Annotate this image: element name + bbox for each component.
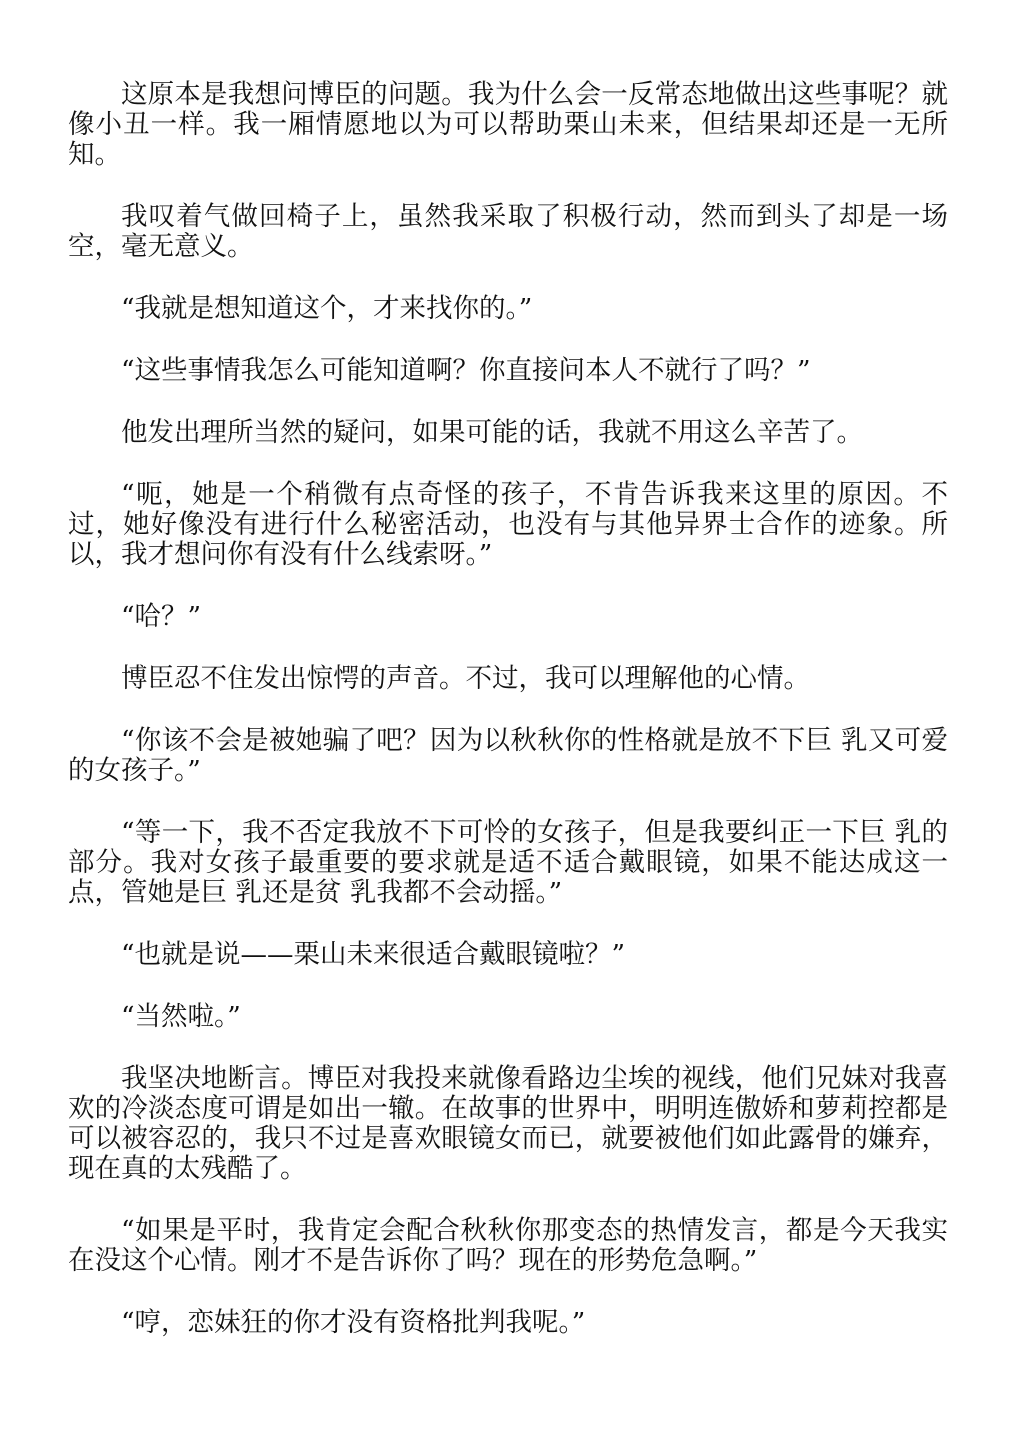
paragraph: “也就是说——栗山未来很适合戴眼镜啦？” xyxy=(121,939,626,970)
paragraph: “如果是平时，我肯定会配合秋秋你那变态的热情发言，都是今天我实在没这个心情。刚才不是告诉你了吗？现在的形势危急啊。” xyxy=(68,1215,948,1276)
paragraph: “我就是想知道这个，才来找你的。” xyxy=(121,293,533,324)
paragraph: 博臣忍不住发出惊愕的声音。不过，我可以理解他的心情。 xyxy=(121,663,810,694)
paragraph: 他发出理所当然的疑问，如果可能的话，我就不用这么辛苦了。 xyxy=(121,417,863,448)
paragraph: 这原本是我想问博臣的问题。我为什么会一反常态地做出这些事呢？就像小丑一样。我一厢情愿地以为可以帮助栗山未来，但结果却还是一无所知。 xyxy=(68,79,948,170)
paragraph: “哈？” xyxy=(121,601,202,632)
paragraph: 我坚决地断言。博臣对我投来就像看路边尘埃的视线，他们兄妹对我喜欢的冷淡态度可谓是如出一辙。在故事的世界中，明明连傲娇和萝莉控都是可以被容忍的，我只不过是喜欢眼镜女而已，就要被他们如此露骨的嫌弃，现在真的太残酷了。 xyxy=(68,1063,948,1184)
paragraph: 我叹着气做回椅子上，虽然我采取了积极行动，然而到头了却是一场空，毫无意义。 xyxy=(68,201,948,262)
paragraph: “哼，恋妹狂的你才没有资格批判我呢。” xyxy=(121,1307,586,1338)
document-page xyxy=(68,80,948,1370)
paragraph: “你该不会是被她骗了吧？因为以秋秋你的性格就是放不下巨 乳又可爱的女孩子。” xyxy=(68,725,948,786)
paragraph: “这些事情我怎么可能知道啊？你直接问本人不就行了吗？” xyxy=(121,355,811,386)
paragraph: “当然啦。” xyxy=(121,1001,241,1032)
paragraph: “等一下，我不否定我放不下可怜的女孩子，但是我要纠正一下巨 乳的部分。我对女孩子最重要的要求就是适不适合戴眼镜，如果不能达成这一点，管她是巨 乳还是贫 乳我都不会动摇。” xyxy=(68,817,948,908)
paragraph: “呃，她是一个稍微有点奇怪的孩子，不肯告诉我来这里的原因。不过，她好像没有进行什么秘密活动，也没有与其他异界士合作的迹象。所以，我才想问你有没有什么线索呀。” xyxy=(68,479,948,570)
